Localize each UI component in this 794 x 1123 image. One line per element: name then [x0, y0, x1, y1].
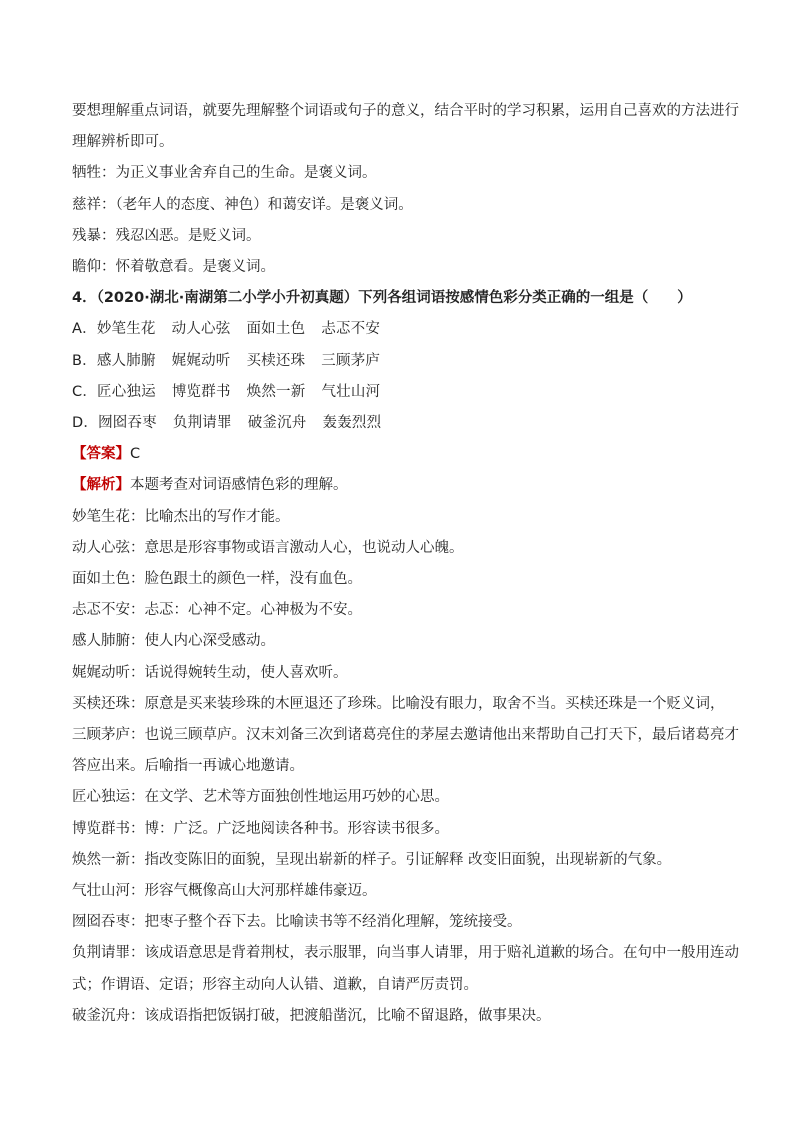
- option-b: [72, 346, 722, 377]
- option-c: [72, 377, 722, 408]
- definition-line: 感人肺腑：使人内心深受感动。: [72, 633, 275, 650]
- definition-line: 三顾茅庐：也说三顾草庐。汉末刘备三次到诸葛亮住的茅屋去邀请他出来帮助自己打天下，最后诸葛亮才: [72, 727, 739, 744]
- option-letter: D．: [72, 415, 99, 432]
- answer-tag: 【答案】: [72, 446, 130, 463]
- definition-line: 博览群书：博：广泛。广泛地阅读各种书。形容读书很多。: [72, 820, 449, 837]
- definition-line: 负荆请罪：该成语意思是背着荆杖，表示服罪，向当事人请罪，用于赔礼道歉的场合。在句中一般用连动: [72, 945, 739, 962]
- option-word: 轰轰烈烈: [322, 415, 382, 432]
- option-word: 博览群书: [171, 383, 231, 400]
- definition-line: 动人心弦：意思是形容事物或语言激动人心，也说动人心魄。: [72, 539, 464, 556]
- option-word: 感人肺腑: [96, 352, 156, 369]
- option-word: 匠心独运: [97, 383, 156, 400]
- option-word: 气壮山河: [321, 383, 381, 400]
- option-word: 面如土色: [246, 321, 306, 338]
- option-word: 破釜沉舟: [247, 415, 307, 432]
- option-word: 焕然一新: [246, 383, 306, 400]
- definition-line: 答应出来。后喻指一再诚心地邀请。: [72, 758, 304, 775]
- definition-line: 瞻仰：怀着敬意看。是褒义词。: [72, 259, 275, 276]
- definition-line: 气壮山河：形容气概像高山大河那样雄伟豪迈。: [72, 883, 377, 900]
- option-word: 妙笔生花: [96, 321, 156, 338]
- definition-line: 忐忑不安：忐忑：心神不定。心神极为不安。: [72, 602, 362, 619]
- option-letter: B．: [72, 352, 97, 369]
- definition-line: 残暴：残忍凶恶。是贬义词。: [72, 227, 261, 244]
- option-d: [72, 408, 722, 439]
- intro-line: 要想理解重点词语，就要先理解整个词语或句子的意义，结合平时的学习积累，运用自己喜欢的方法进行: [72, 103, 739, 119]
- option-word: 囫囵吞枣: [98, 415, 157, 432]
- option-word: 忐忑不安: [321, 321, 381, 338]
- option-word: 三顾茅庐: [321, 352, 381, 369]
- analysis-text: 本题考查对词语感情色彩的理解。: [130, 477, 348, 494]
- document-body: [72, 96, 739, 1032]
- option-word: 负荆请罪: [172, 415, 232, 432]
- definition-line: 面如土色：脸色跟土的颜色一样，没有血色。: [72, 571, 362, 588]
- definition-line: 妙笔生花：比喻杰出的写作才能。: [72, 508, 290, 525]
- option-a: [72, 314, 722, 345]
- definition-line: 匠心独运：在文学、艺术等方面独创性地运用巧妙的心思。: [72, 789, 449, 806]
- definition-line: 式；作谓语、定语；形容主动向人认错、道歉，自请严厉责罚。: [72, 976, 478, 993]
- option-word: 买椟还珠: [246, 352, 306, 369]
- definition-line: 焕然一新：指改变陈旧的面貌，呈现出崭新的样子。引证解释 改变旧面貌，出现崭新的气象。: [72, 851, 672, 868]
- definition-line: 慈祥：（老年人的态度、神色）和蔼安详。是褒义词。: [72, 196, 413, 213]
- option-word: 动人心弦: [171, 321, 231, 338]
- option-letter: A．: [72, 321, 97, 338]
- definition-line: 买椟还珠：原意是买来装珍珠的木匣退还了珍珠。比喻没有眼力，取舍不当。买椟还珠是一个贬义词，: [72, 695, 725, 712]
- definition-line: 囫囵吞枣：把枣子整个吞下去。比喻读书等不经消化理解，笼统接受。: [72, 914, 522, 931]
- option-letter: C．: [72, 383, 98, 400]
- answer-value: C: [130, 446, 141, 463]
- answer-line: [72, 439, 722, 470]
- question-title: 4．（2020·湖北·南湖第二小学小升初真题）下列各组词语按感情色彩分类正确的一组是（ ）: [72, 290, 692, 307]
- analysis-tag: 【解析】: [72, 477, 130, 494]
- option-word: 娓娓动听: [171, 352, 231, 369]
- intro-line: 理解辨析即可。: [72, 134, 174, 151]
- analysis-line: [72, 470, 722, 501]
- definition-line: 娓娓动听：话说得婉转生动，使人喜欢听。: [72, 664, 348, 681]
- definition-line: 破釜沉舟：该成语指把饭锅打破，把渡船凿沉，比喻不留退路，做事果决。: [72, 1007, 551, 1024]
- definition-line: 牺牲：为正义事业舍弃自己的生命。是褒义词。: [72, 165, 377, 182]
